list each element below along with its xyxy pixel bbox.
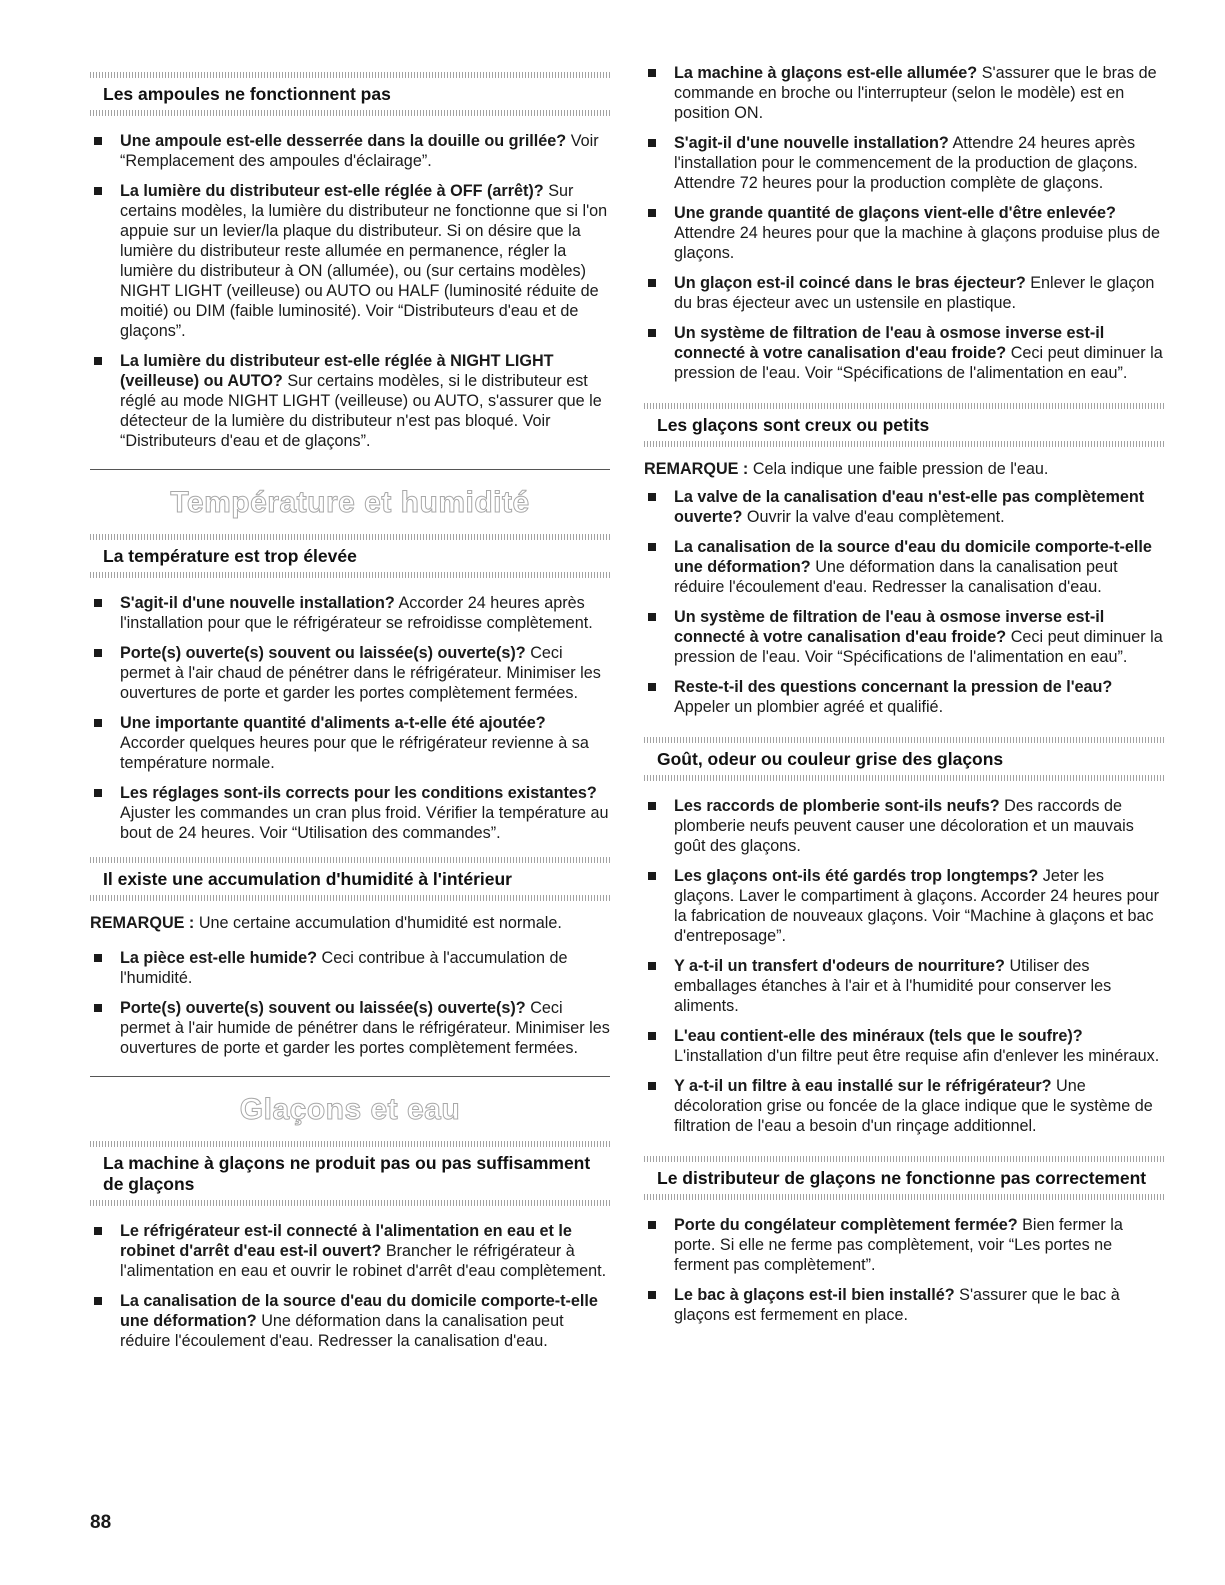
square-bullet-icon [94,137,102,145]
answer: Ceci peut diminuer la pression de l'eau. Voir “Spécifications de l'alimentation en eau”. [674,344,1163,382]
list-item [90,948,610,988]
square-bullet-icon [648,1032,656,1040]
rule-band [644,737,1164,743]
answer: Une déformation dans la canalisation peut réduire l'écoulement d'eau. Redresser la canalisation d'eau. [674,558,1118,596]
note-text: Cela indique une faible pression de l'eau. [752,460,1049,478]
answer: Bien fermer la porte. Si elle ne ferme pas complètement, voir “Les portes ne ferment pas complètement”. [674,1216,1123,1274]
square-bullet-icon [648,872,656,880]
list-item [644,133,1164,193]
block-hollow-ice [644,403,1164,717]
answer: S'assurer que le bac à glaçons est fermement en place. [674,1286,1120,1324]
list-item [644,956,1164,1016]
list-item [644,537,1164,597]
square-bullet-icon [648,1291,656,1299]
rule-band [90,534,610,540]
item-list [644,796,1164,1136]
subsection-title: Le distributeur de glaçons ne fonctionne pas correctement [657,1168,1147,1188]
section-divider [90,469,610,470]
square-bullet-icon [94,719,102,727]
list-item [644,1215,1164,1275]
answer: Sur certains modèles, si le distributeur est réglé au mode NIGHT LIGHT (veilleuse) ou AUTO, s'assurer que le détecteur de la lumière du distributeur n'est pas bloqué. Voir “Distributeurs d'eau et de glaçons”. [120,372,602,450]
list-item [644,796,1164,856]
square-bullet-icon [94,954,102,962]
square-bullet-icon [648,69,656,77]
question: Les raccords de plomberie sont-ils neufs? [674,797,1000,815]
question: La lumière du distributeur est-elle réglée à NIGHT LIGHT (veilleuse) ou AUTO? [120,352,554,390]
note-label: REMARQUE : [644,460,749,478]
list-item [644,677,1164,717]
list-item [90,713,610,773]
section-title-temperature: Température et humidité [170,486,530,519]
list-item [90,131,610,171]
subsection-title: La machine à glaçons ne produit pas ou pas suffisamment de glaçons [103,1153,591,1194]
square-bullet-icon [648,329,656,337]
question: S'agit-il d'une nouvelle installation? [120,594,395,612]
answer: Enlever le glaçon du bras éjecteur avec un ustensile en plastique. [674,274,1155,312]
answer: Jeter les glaçons. Laver le compartiment à glaçons. Accorder 24 heures pour la fabrication de nouveaux glaçons. Voir “Machine à glaçons et bac d'entreposage”. [674,867,1159,945]
subsection-title: Il existe une accumulation d'humidité à l'intérieur [103,869,512,889]
square-bullet-icon [648,802,656,810]
answer: Brancher le réfrigérateur à l'alimentation en eau et ouvrir le robinet d'arrêt d'eau complètement. [120,1242,607,1280]
question: Une ampoule est-elle desserrée dans la douille ou grillée? [120,132,567,150]
rule-band [644,1194,1164,1200]
question: La pièce est-elle humide? [120,949,318,967]
square-bullet-icon [94,649,102,657]
item-list [644,1215,1164,1325]
question: La valve de la canalisation d'eau n'est-elle pas complètement ouverte? [674,488,1145,526]
square-bullet-icon [648,1221,656,1229]
question: Une importante quantité d'aliments a-t-elle été ajoutée? [120,714,546,732]
block-humidity [90,857,610,1058]
question: Y a-t-il un filtre à eau installé sur le réfrigérateur? [674,1077,1052,1095]
list-item [644,487,1164,527]
question: S'agit-il d'une nouvelle installation? [674,134,949,152]
answer: Attendre 24 heures après l'installation pour le commencement de la production de glaçons. Attendre 72 heures pour la production complète de glaçons. [674,134,1138,192]
answer: Appeler un plombier agréé et qualifié. [674,698,944,716]
answer: Utiliser des emballages étanches à l'air et à l'humidité pour conserver les aliments. [674,957,1112,1015]
square-bullet-icon [94,1227,102,1235]
item-list [644,63,1164,383]
rule-band [644,441,1164,447]
rule-band [644,1156,1164,1162]
question: Une grande quantité de glaçons vient-elle d'être enlevée? [674,204,1116,222]
question: La canalisation de la source d'eau du domicile comporte-t-elle une déformation? [674,538,1152,576]
answer: Ajuster les commandes un cran plus froid. Vérifier la température au bout de 24 heures. Voir “Utilisation des commandes”. [120,804,609,842]
list-item [644,273,1164,313]
square-bullet-icon [648,543,656,551]
answer: Ouvrir la valve d'eau complètement. [746,508,1005,526]
answer: Ceci peut diminuer la pression de l'eau. Voir “Spécifications de l'alimentation en eau”. [674,628,1163,666]
rule-band [90,1200,610,1206]
block-temperature [90,534,610,843]
answer: Des raccords de plomberie neufs peuvent causer une décoloration et un mauvais goût des glaçons. [674,797,1134,855]
item-list [90,1221,610,1351]
question: La canalisation de la source d'eau du domicile comporte-t-elle une déformation? [120,1292,598,1330]
answer: Attendre 24 heures pour que la machine à glaçons produise plus de glaçons. [674,224,1160,262]
answer: Accorder quelques heures pour que le réfrigérateur revienne à sa température normale. [120,734,589,772]
question: Porte(s) ouverte(s) souvent ou laissée(s) ouverte(s)? [120,999,526,1017]
subsection-title: Les ampoules ne fonctionnent pas [103,84,391,104]
square-bullet-icon [94,1004,102,1012]
question: La machine à glaçons est-elle allumée? [674,64,978,82]
answer: Voir “Remplacement des ampoules d'éclairage”. [120,132,599,170]
item-list [90,131,610,451]
item-list [644,487,1164,717]
rule-band [90,1141,610,1147]
square-bullet-icon [94,1297,102,1305]
list-item [644,866,1164,946]
question: Le réfrigérateur est-il connecté à l'alimentation en eau et le robinet d'arrêt d'eau est-il ouvert? [120,1222,572,1260]
right-column [644,60,1164,1325]
left-column [90,60,610,1351]
rule-band [90,895,610,901]
list-item [644,1026,1164,1066]
square-bullet-icon [94,599,102,607]
square-bullet-icon [648,613,656,621]
section-divider [90,1076,610,1077]
answer: Accorder 24 heures après l'installation pour que le réfrigérateur se refroidisse complètement. [120,594,593,632]
square-bullet-icon [648,279,656,287]
answer: Ceci permet à l'air chaud de pénétrer dans le réfrigérateur. Minimiser les ouvertures de porte et garder les portes complètement fermées. [120,644,601,702]
item-list [90,948,610,1058]
square-bullet-icon [648,1082,656,1090]
answer: Une déformation dans la canalisation peut réduire l'écoulement d'eau. Redresser la canalisation d'eau. [120,1312,564,1350]
square-bullet-icon [648,683,656,691]
question: Le bac à glaçons est-il bien installé? [674,1286,955,1304]
list-item [90,783,610,843]
list-item [90,593,610,633]
rule-band [644,403,1164,409]
subsection-title: Les glaçons sont creux ou petits [657,415,930,435]
list-item [644,63,1164,123]
question: La lumière du distributeur est-elle réglée à OFF (arrêt)? [120,182,544,200]
question: Y a-t-il un transfert d'odeurs de nourriture? [674,957,1005,975]
rule-band [90,857,610,863]
question: Porte du congélateur complètement fermée? [674,1216,1018,1234]
list-item [90,998,610,1058]
question: Porte(s) ouverte(s) souvent ou laissée(s) ouverte(s)? [120,644,526,662]
subsection-title: Goût, odeur ou couleur grise des glaçons [657,749,1004,769]
subsection-title: La température est trop élevée [103,546,357,566]
block-bulbs [90,72,610,451]
square-bullet-icon [94,789,102,797]
list-item [644,1076,1164,1136]
list-item [90,1221,610,1281]
question: Les glaçons ont-ils été gardés trop longtemps? [674,867,1039,885]
note [644,459,1164,479]
square-bullet-icon [648,493,656,501]
square-bullet-icon [648,139,656,147]
list-item [90,181,610,341]
block-dispenser [644,1156,1164,1325]
list-item [90,1291,610,1351]
note-text: Une certaine accumulation d'humidité est normale. [198,914,562,932]
item-list [90,593,610,843]
note-label: REMARQUE : [90,914,195,932]
list-item [644,1285,1164,1325]
question: Les réglages sont-ils corrects pour les conditions existantes? [120,784,597,802]
section-title-ice: Glaçons et eau [239,1093,461,1126]
list-item [644,203,1164,263]
answer: Une décoloration grise ou foncée de la glace indique que le système de filtration de l'eau a besoin d'un rinçage additionnel. [674,1077,1153,1135]
square-bullet-icon [648,209,656,217]
question: Un système de filtration de l'eau à osmose inverse est-il connecté à votre canalisation d'eau froide? [674,324,1105,362]
list-item [644,323,1164,383]
list-item [90,351,610,451]
note [90,913,610,933]
list-item [644,607,1164,667]
rule-band [90,72,610,78]
square-bullet-icon [94,187,102,195]
page-number: 88 [90,1512,112,1533]
answer: S'assurer que le bras de commande en broche ou l'interrupteur (selon le modèle) est en position ON. [674,64,1157,122]
answer: Ceci permet à l'air humide de pénétrer dans le réfrigérateur. Minimiser les ouvertures de porte et garder les portes complètement fermées. [120,999,610,1057]
rule-band [644,775,1164,781]
answer: L'installation d'un filtre peut être requise afin d'enlever les minéraux. [674,1047,1160,1065]
block-taste-odor [644,737,1164,1136]
answer: Sur certains modèles, la lumière du distributeur ne fonctionne que si l'on appuie sur un levier/la plaque du distributeur. Si on désire que la lumière du distributeur reste allumée en permanence, régler la lumière du distributeur à ON (allumée), ou (sur certains modèles) NIGHT LIGHT (veilleuse) ou AUTO ou HALF (luminosité réduite de moitié) ou DIM (faible luminosité). Voir “Distributeurs d'eau et de glaçons”. [120,182,608,340]
question: Un glaçon est-il coincé dans le bras éjecteur? [674,274,1026,292]
list-item [90,643,610,703]
rule-band [90,572,610,578]
question: Reste-t-il des questions concernant la pression de l'eau? [674,678,1113,696]
block-ice-production [90,1141,610,1351]
square-bullet-icon [648,962,656,970]
question: L'eau contient-elle des minéraux (tels que le soufre)? [674,1027,1083,1045]
rule-band [90,110,610,116]
square-bullet-icon [94,357,102,365]
answer: Ceci contribue à l'accumulation de l'humidité. [120,949,568,987]
question: Un système de filtration de l'eau à osmose inverse est-il connecté à votre canalisation d'eau froide? [674,608,1105,646]
